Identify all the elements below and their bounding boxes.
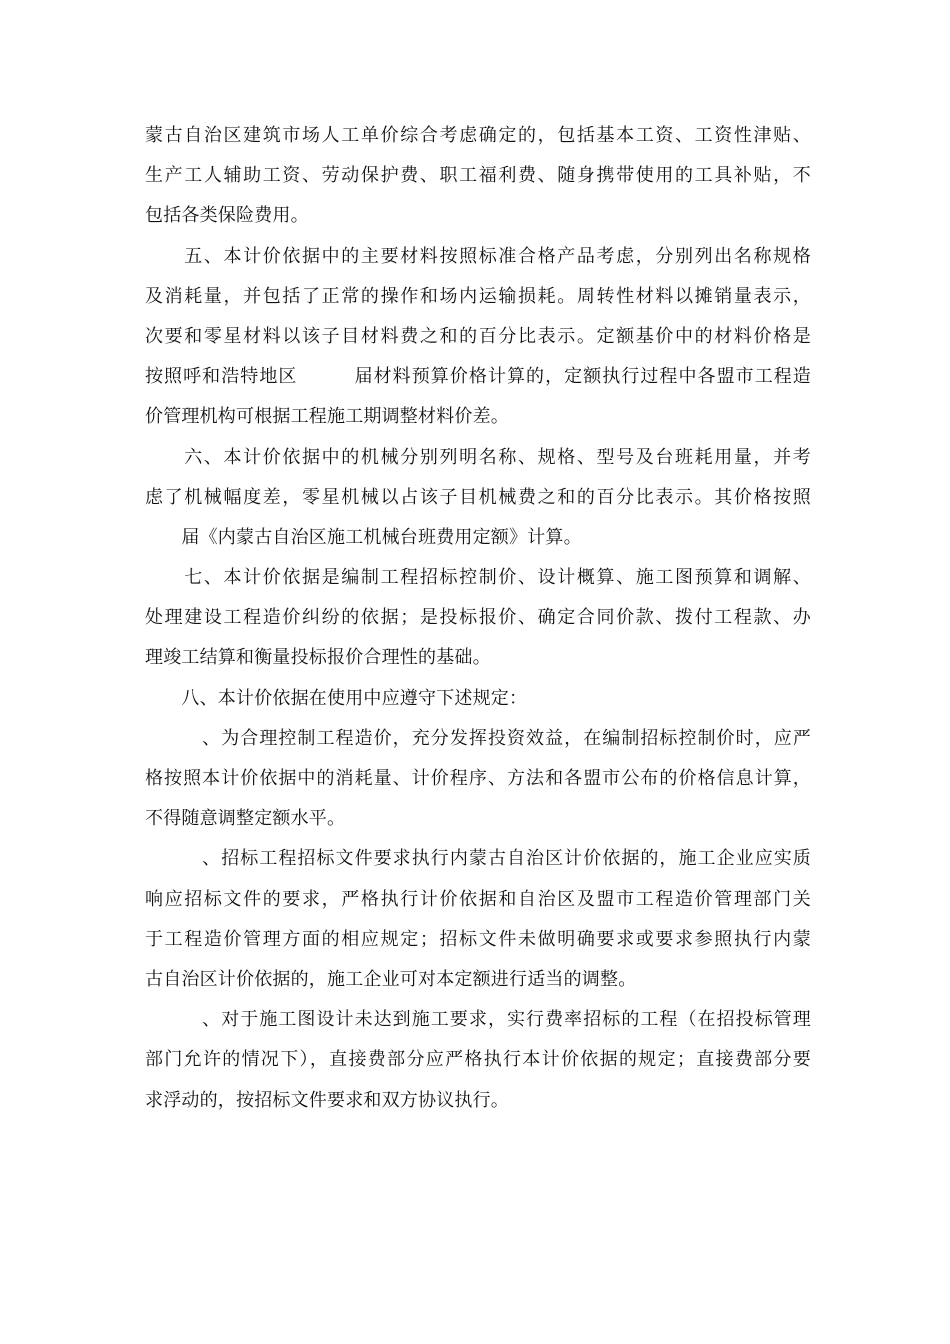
text-line: 部门允许的情况下），直接费部分应严格执行本计价依据的规定；直接费部分要: [145, 1049, 811, 1071]
text-line: 届《内蒙古自治区施工机械台班费用定额》计算。: [145, 526, 582, 548]
text-line: 五、本计价依据中的主要材料按照标准合格产品考虑，分别列出名称规格: [145, 245, 811, 267]
text-line: 不得随意调整定额水平。: [145, 808, 346, 830]
text-line: 虑了机械幅度差，零星机械以占该子目机械费之和的百分比表示。其价格按照: [145, 486, 811, 508]
text-line: 七、本计价依据是编制工程招标控制价、设计概算、施工图预算和调解、: [145, 567, 811, 589]
text-line: 理竣工结算和衡量投标报价合理性的基础。: [145, 647, 491, 669]
text-line: 六、本计价依据中的机械分别列明名称、规格、型号及台班耗用量，并考: [145, 446, 811, 468]
text-line: 及消耗量，并包括了正常的操作和场内运输损耗。周转性材料以摊销量表示，: [145, 285, 811, 307]
text-line: 价管理机构可根据工程施工期调整材料价差。: [145, 406, 509, 428]
text-line: 古自治区计价依据的，施工企业可对本定额进行适当的调整。: [145, 968, 637, 990]
text-line: 生产工人辅助工资、劳动保护费、职工福利费、随身携带使用的工具补贴，不: [145, 165, 811, 187]
text-line: 按照呼和浩特地区 届材料预算价格计算的，定额执行过程中各盟市工程造: [145, 366, 811, 388]
text-line: 八、本计价依据在使用中应遵守下述规定：: [145, 687, 528, 709]
text-line: 、为合理控制工程造价，充分发挥投资效益，在编制招标控制价时，应严: [145, 727, 811, 749]
text-line: 响应招标文件的要求，严格执行计价依据和自治区及盟市工程造价管理部门关: [145, 888, 811, 910]
text-line: 于工程造价管理方面的相应规定；招标文件未做明确要求或要求参照执行内蒙: [145, 928, 811, 950]
text-line: 次要和零星材料以该子目材料费之和的百分比表示。定额基价中的材料价格是: [145, 325, 811, 347]
text-line: 求浮动的，按招标文件要求和双方协议执行。: [145, 1089, 509, 1111]
text-line: 、对于施工图设计未达到施工要求，实行费率招标的工程（在招投标管理: [145, 1009, 811, 1031]
text-line: 包括各类保险费用。: [145, 205, 309, 227]
text-line: 、招标工程招标文件要求执行内蒙古自治区计价依据的，施工企业应实质: [145, 848, 811, 870]
text-line: 格按照本计价依据中的消耗量、计价程序、方法和各盟市公布的价格信息计算，: [145, 768, 811, 789]
text-line: 处理建设工程造价纠纷的依据；是投标报价、确定合同价款、拨付工程款、办: [145, 607, 811, 629]
text-line: 蒙古自治区建筑市场人工单价综合考虑确定的，包括基本工资、工资性津贴、: [145, 125, 811, 146]
document-body: [145, 116, 811, 1121]
